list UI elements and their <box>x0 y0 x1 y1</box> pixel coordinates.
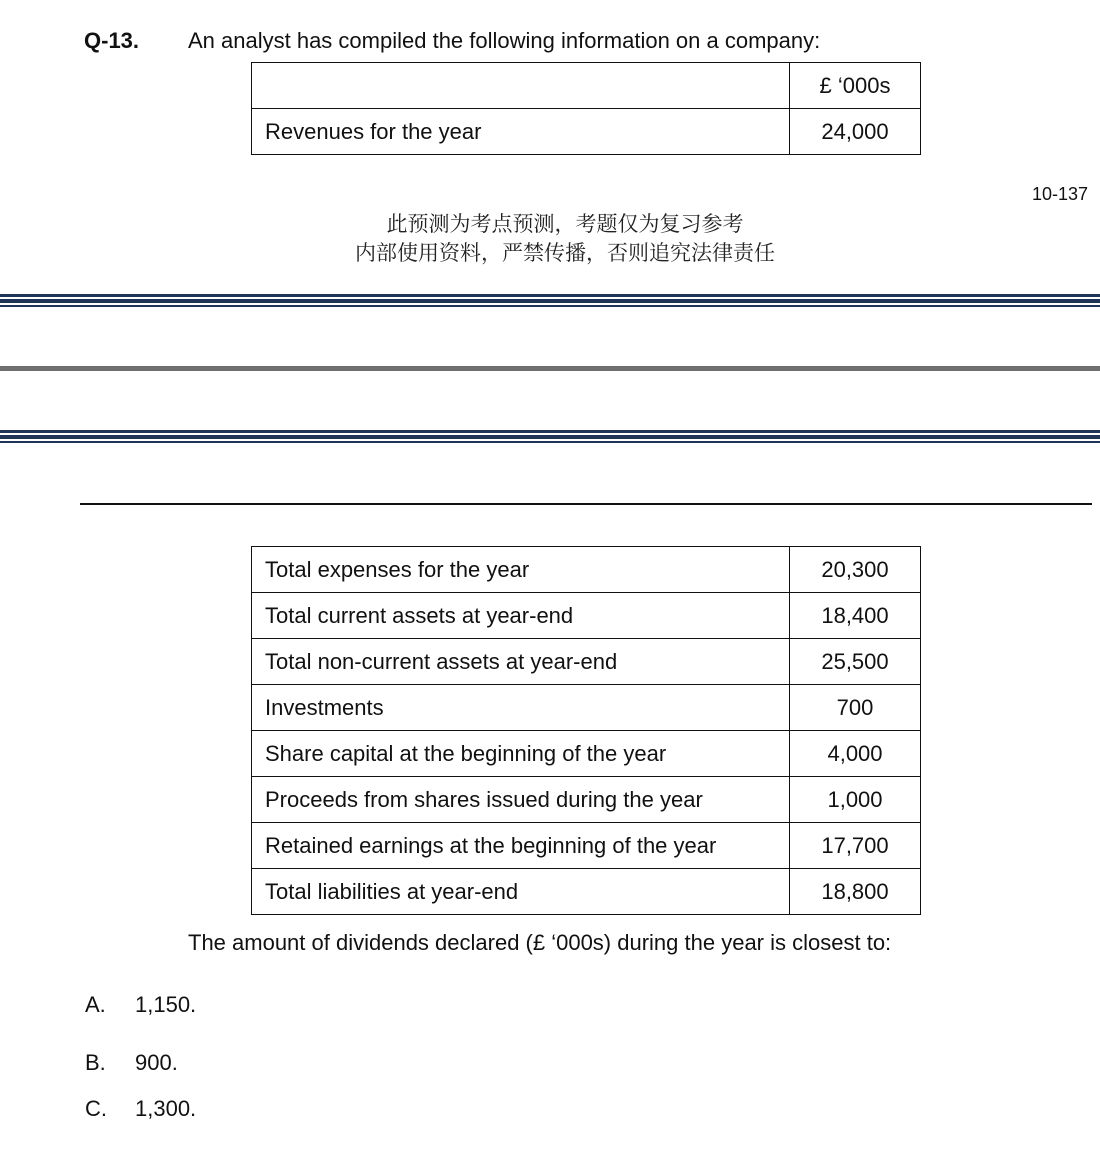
row-value: 18,400 <box>790 593 921 639</box>
option-c-text[interactable]: 1,300. <box>135 1096 197 1121</box>
table-header-row <box>252 63 921 109</box>
row-label: Investments <box>252 685 790 731</box>
row-value: 700 <box>790 685 921 731</box>
row-label: Total non-current assets at year-end <box>252 639 790 685</box>
row-value: 4,000 <box>790 731 921 777</box>
table-header-unit: £ ‘000s <box>790 63 921 109</box>
table-row <box>252 777 921 823</box>
table-row <box>252 109 921 155</box>
header-divider <box>80 503 1092 505</box>
table-row <box>252 639 921 685</box>
question-number: Q-13. <box>84 28 140 53</box>
table-row <box>252 823 921 869</box>
option-a-letter: A. <box>85 992 106 1017</box>
row-label: Total expenses for the year <box>252 547 790 593</box>
financial-table-bottom <box>251 546 921 915</box>
financial-table-top <box>251 62 921 155</box>
option-b-letter: B. <box>85 1050 106 1075</box>
table-row <box>252 685 921 731</box>
row-label: Share capital at the beginning of the year <box>252 731 790 777</box>
table-row <box>252 869 921 915</box>
row-value: 1,000 <box>790 777 921 823</box>
row-label: Total current assets at year-end <box>252 593 790 639</box>
row-value: 17,700 <box>790 823 921 869</box>
row-label: Total liabilities at year-end <box>252 869 790 915</box>
watermark-line-1: 此预测为考点预测，考题仅为复习参考 <box>386 212 744 236</box>
option-a-text[interactable]: 1,150. <box>135 992 197 1017</box>
question-prompt: The amount of dividends declared (£ ‘000s) during the year is closest to: <box>188 930 892 955</box>
option-c-letter: C. <box>85 1096 107 1121</box>
option-b-text[interactable]: 900. <box>135 1050 178 1075</box>
row-value: 20,300 <box>790 547 921 593</box>
page-break-rule <box>0 430 1100 433</box>
row-label: Revenues for the year <box>252 109 790 155</box>
watermark-line-2: 内部使用资料，严禁传播，否则追究法律责任 <box>355 241 775 265</box>
page-break-rule <box>0 441 1100 443</box>
page-number: 10-137 <box>1031 184 1088 204</box>
table-header-label-cell <box>252 63 790 109</box>
row-label: Retained earnings at the beginning of the year <box>252 823 790 869</box>
row-value: 18,800 <box>790 869 921 915</box>
row-label: Proceeds from shares issued during the year <box>252 777 790 823</box>
row-value: 25,500 <box>790 639 921 685</box>
page-break-rule <box>0 366 1100 371</box>
row-value: 24,000 <box>790 109 921 155</box>
page-break-rule <box>0 299 1100 303</box>
page-break-rule <box>0 435 1100 439</box>
table-row <box>252 593 921 639</box>
table-row <box>252 547 921 593</box>
page-break-rule <box>0 294 1100 297</box>
table-row <box>252 731 921 777</box>
page-break-rule <box>0 305 1100 307</box>
question-intro: An analyst has compiled the following information on a company: <box>188 28 821 53</box>
